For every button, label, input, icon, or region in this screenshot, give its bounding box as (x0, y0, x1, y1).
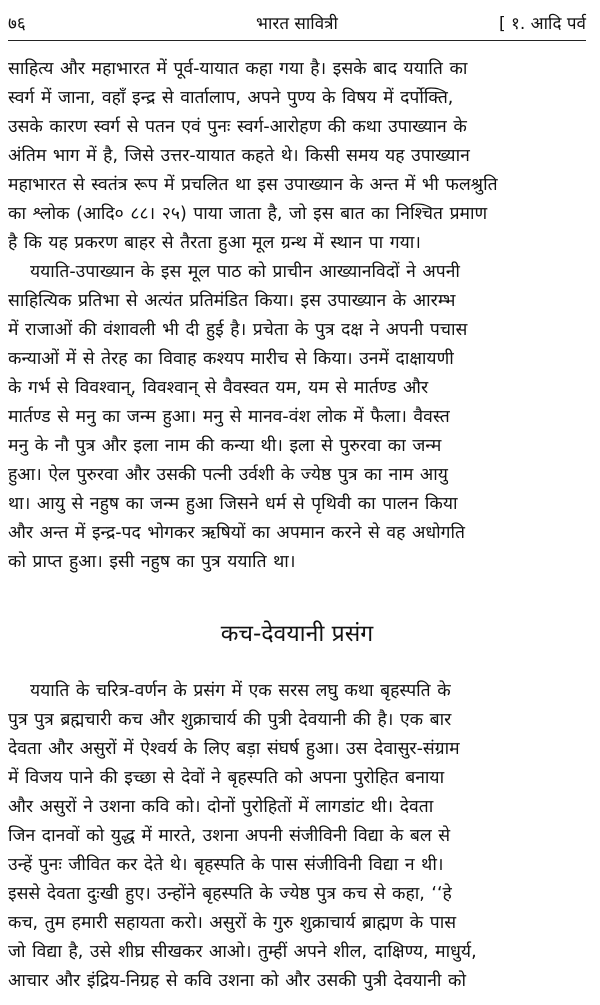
paragraph-1 (8, 55, 586, 258)
text-line: था। आयु से नहुष का जन्म हुआ जिसने धर्म से पृथिवी का पालन किया (8, 494, 458, 514)
text-line: में राजाओं की वंशावली भी दी हुई है। प्रचेता के पुत्र दक्ष ने अपनी पचास (8, 320, 468, 340)
section-heading: कच-देवयानी प्रसंग (220, 621, 374, 647)
text-line: उसके कारण स्वर्ग से पतन एवं पुनः स्वर्ग-आरोहण की कथा उपाख्यान के (8, 117, 467, 137)
text-line: पुत्र पुत्र ब्रह्मचारी कच और शुक्राचार्य की पुत्री देवयानी की है। एक बार (8, 710, 452, 730)
text-line: देवता और असुरों में ऐश्वर्य के लिए बड़ा संघर्ष हुआ। उस देवासुर-संग्राम (8, 739, 460, 759)
text-line: है कि यह प्रकरण बाहर से तैरता हुआ मूल ग्रन्थ में स्थान पा गया। (8, 233, 421, 253)
text-line: और अन्त में इन्द्र-पद भोगकर ऋषियों का अपमान करने से वह अधोगति (8, 523, 466, 543)
text-line: कन्याओं में से तेरह का विवाह कश्यप मारीच से किया। उनमें दाक्षायणी (8, 349, 454, 369)
text-line: जो विद्या है, उसे शीघ्र सीखकर आओ। तुम्हीं अपने शील, दाक्षिण्य, माधुर्य, (8, 942, 477, 962)
text-line: कच, तुम हमारी सहायता करो। असुरों के गुरु शुक्राचार्य ब्राह्मण के पास (8, 913, 457, 933)
text-line: ययाति-उपाख्यान के इस मूल पाठ को प्राचीन आख्यानविदों ने अपनी (30, 262, 460, 282)
text-line: का श्लोक (आदि० ८८। २५) पाया जाता है, जो इस बात का निश्चित प्रमाण (8, 204, 488, 224)
paragraph-2 (8, 258, 586, 577)
book-title: भारत सावित्री (256, 14, 338, 34)
text-line: स्वर्ग में जाना, वहाँ इन्द्र से वार्तालाप, अपने पुण्य के विषय में दर्पोक्ति, (8, 88, 454, 108)
text-line: हुआ। ऐल पुरुरवा और उसकी पत्नी उर्वशी के ज्येष्ठ पुत्र का नाम आयु (8, 465, 448, 485)
text-line: में विजय पाने की इच्छा से देवों ने बृहस्पति को अपना पुरोहित बनाया (8, 768, 445, 788)
text-line: अंतिम भाग में है, जिसे उत्तर-यायात कहते थे। किसी समय यह उपाख्यान (8, 146, 470, 166)
text-line: महाभारत से स्वतंत्र रूप में प्रचलित था इस उपाख्यान के अन्त में भी फलश्रुति (8, 175, 498, 195)
text-line: को प्राप्त हुआ। इसी नहुष का पुत्र ययाति था। (8, 552, 296, 572)
section-label: [ १. आदि पर्व (499, 14, 586, 34)
text-line: साहित्य और महाभारत में पूर्व-यायात कहा गया है। इसके बाद ययाति का (8, 59, 468, 79)
text-line: साहित्यिक प्रतिभा से अत्यंत प्रतिमंडित किया। इस उपाख्यान के आरम्भ (8, 291, 456, 311)
text-line: आचार और इंद्रिय-निग्रह से कवि उशना को और उसकी पुत्री देवयानी को (8, 971, 466, 991)
paragraph-3 (8, 677, 586, 996)
text-line: इससे देवता दुःखी हुए। उन्होंने बृहस्पति के ज्येष्ठ पुत्र कच से कहा, ‘‘हे (8, 884, 452, 904)
page-number: ७६ (8, 14, 26, 34)
text-line: जिन दानवों को युद्ध में मारते, उशना अपनी संजीविनी विद्या के बल से (8, 826, 451, 846)
text-line: उन्हें पुनः जीवित कर देते थे। बृहस्पति के पास संजीविनी विद्या न थी। (8, 855, 444, 875)
text-line: मनु के नौ पुत्र और इला नाम की कन्या थी। इला से पुरुरवा का जन्म (8, 436, 442, 456)
text-line: के गर्भ से विवश्वान्, विवश्वान् से वैवस्वत यम, यम से मार्तण्ड और (8, 378, 429, 398)
page-header (8, 12, 586, 41)
text-line: और असुरों ने उशना कवि को। दोनों पुरोहितों में लागडांट थी। देवता (8, 797, 434, 817)
text-line: ययाति के चरित्र-वर्णन के प्रसंग में एक सरस लघु कथा बृहस्पति के (30, 681, 451, 701)
text-line: मार्तण्ड से मनु का जन्म हुआ। मनु से मानव-वंश लोक में फैला। वैवस्त (8, 407, 450, 427)
